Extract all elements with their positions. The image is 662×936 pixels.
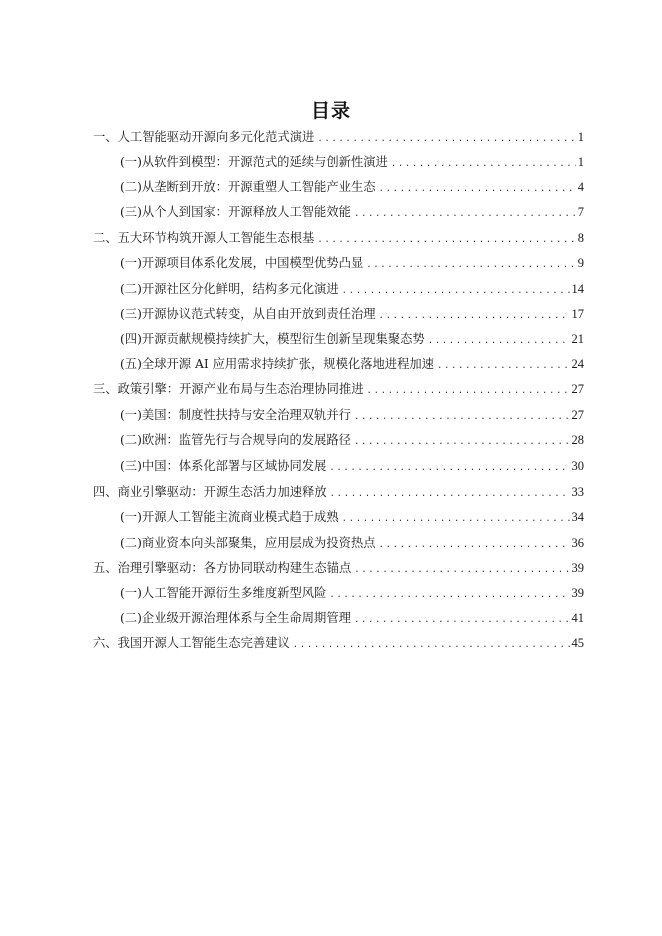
toc-leader-dots bbox=[428, 331, 570, 351]
toc-leader-dots bbox=[317, 129, 575, 149]
toc-leader-dots bbox=[366, 255, 576, 275]
toc-leader-dots bbox=[367, 381, 570, 401]
toc-entry-text: 六、我国开源人工智能生态完善建议 bbox=[93, 636, 290, 650]
toc-entry[interactable] bbox=[93, 127, 584, 147]
toc-entry[interactable] bbox=[120, 152, 584, 172]
toc-page-number: 8 bbox=[577, 231, 584, 245]
toc-page-number: 27 bbox=[571, 408, 584, 422]
toc-entry-text: (二)开源社区分化鲜明，结构多元化演进 bbox=[120, 282, 339, 296]
toc-leader-dots bbox=[317, 230, 575, 250]
toc-entry[interactable] bbox=[120, 304, 584, 324]
toc-page-number: 28 bbox=[571, 433, 584, 447]
toc-entry-text: (三)中国：体系化部署与区域协同发展 bbox=[120, 459, 327, 473]
toc-entry-text: (一)从软件到模型：开源范式的延续与创新性演进 bbox=[120, 155, 388, 169]
toc-entry-text: (二)商业资本向头部聚集，应用层成为投资热点 bbox=[120, 536, 376, 550]
toc-entry-text: (二)欧洲：监管先行与合规导向的发展路径 bbox=[120, 433, 351, 447]
toc-entry[interactable] bbox=[120, 608, 584, 628]
toc-entry[interactable] bbox=[93, 379, 584, 399]
toc-page-number: 39 bbox=[571, 586, 584, 600]
toc-leader-dots bbox=[354, 204, 576, 224]
toc-entry[interactable] bbox=[93, 482, 584, 502]
toc-leader-dots bbox=[342, 509, 570, 529]
toc-entry-text: (四)开源贡献规模持续扩大，模型衍生创新呈现集聚态势 bbox=[120, 332, 425, 346]
toc-page-number: 1 bbox=[577, 155, 584, 169]
toc-leader-dots bbox=[330, 484, 570, 504]
toc-page-number: 27 bbox=[571, 382, 584, 396]
toc-entry[interactable] bbox=[120, 456, 584, 476]
toc-leader-dots bbox=[354, 407, 570, 427]
toc-leader-dots bbox=[379, 179, 576, 199]
toc-leader-dots bbox=[354, 432, 570, 452]
toc-title: 目录 bbox=[310, 100, 351, 122]
toc-leader-dots bbox=[379, 306, 570, 326]
toc-page-number: 33 bbox=[571, 485, 584, 499]
toc-entry[interactable] bbox=[120, 279, 584, 299]
toc-entry[interactable] bbox=[120, 329, 584, 349]
toc-entry-text: (一)开源项目体系化发展，中国模型优势凸显 bbox=[120, 256, 364, 270]
toc-page-number: 41 bbox=[571, 611, 584, 625]
toc-page-number: 30 bbox=[571, 459, 584, 473]
toc-entry-text: 二、五大环节构筑开源人工智能生态根基 bbox=[93, 231, 315, 245]
toc-leader-dots bbox=[354, 610, 570, 630]
toc-entry[interactable] bbox=[93, 633, 584, 653]
toc-leader-dots bbox=[354, 560, 569, 580]
toc-page-number: 1 bbox=[577, 130, 584, 144]
toc-page-number: 39 bbox=[571, 561, 584, 575]
toc-entry[interactable] bbox=[120, 583, 584, 603]
toc-entry[interactable] bbox=[93, 228, 584, 248]
toc-entry-text: 一、人工智能驱动开源向多元化范式演进 bbox=[93, 130, 315, 144]
toc-page-number: 14 bbox=[571, 282, 584, 296]
toc-leader-dots bbox=[391, 154, 576, 174]
toc-page-number: 34 bbox=[571, 510, 584, 524]
toc-entry[interactable] bbox=[120, 253, 584, 273]
toc-entry-text: (三)从个人到国家：开源释放人工智能效能 bbox=[120, 205, 351, 219]
toc-entry[interactable] bbox=[120, 177, 584, 197]
toc-page-number: 21 bbox=[571, 332, 584, 346]
toc-leader-dots bbox=[342, 281, 570, 301]
toc-entry[interactable] bbox=[120, 533, 584, 553]
toc-leader-dots bbox=[329, 585, 569, 605]
toc-page-number: 36 bbox=[571, 536, 584, 550]
toc-entry[interactable] bbox=[120, 405, 584, 425]
toc-page-number: 4 bbox=[577, 180, 584, 194]
toc-entry-text: (二)企业级开源治理体系与全生命周期管理 bbox=[120, 611, 351, 625]
toc-page-number: 7 bbox=[577, 205, 584, 219]
toc-entry-text: (二)从垄断到开放：开源重塑人工智能产业生态 bbox=[120, 180, 376, 194]
toc-entry-text: 三、政策引擎：开源产业布局与生态治理协同推进 bbox=[93, 382, 364, 396]
toc-entry[interactable] bbox=[93, 558, 584, 578]
toc-leader-dots bbox=[379, 535, 570, 555]
toc-entry[interactable] bbox=[120, 430, 584, 450]
toc-leader-dots bbox=[329, 458, 569, 478]
toc-leader-dots bbox=[293, 635, 570, 655]
toc-entry-text: (一)美国：制度性扶持与安全治理双轨并行 bbox=[120, 408, 351, 422]
toc-entry-text: (五)全球开源 AI 应用需求持续扩张，规模化落地进程加速 bbox=[120, 357, 434, 371]
toc-page-number: 45 bbox=[571, 636, 584, 650]
toc-page-number: 9 bbox=[577, 256, 584, 270]
toc-entry-text: (一)开源人工智能主流商业模式趋于成熟 bbox=[120, 510, 339, 524]
toc-leader-dots bbox=[437, 356, 570, 376]
toc-entry-text: 五、治理引擎驱动：各方协同联动构建生态锚点 bbox=[93, 561, 352, 575]
toc-entry[interactable] bbox=[120, 507, 584, 527]
toc-page-number: 24 bbox=[571, 357, 584, 371]
toc-entry-text: (一)人工智能开源衍生多维度新型风险 bbox=[120, 586, 327, 600]
toc-page-number: 17 bbox=[571, 307, 584, 321]
toc-entry[interactable] bbox=[120, 202, 584, 222]
toc-entry-text: 四、商业引擎驱动：开源生态活力加速释放 bbox=[93, 485, 327, 499]
toc-entry-text: (三)开源协议范式转变，从自由开放到责任治理 bbox=[120, 307, 376, 321]
toc-entry[interactable] bbox=[120, 354, 584, 374]
